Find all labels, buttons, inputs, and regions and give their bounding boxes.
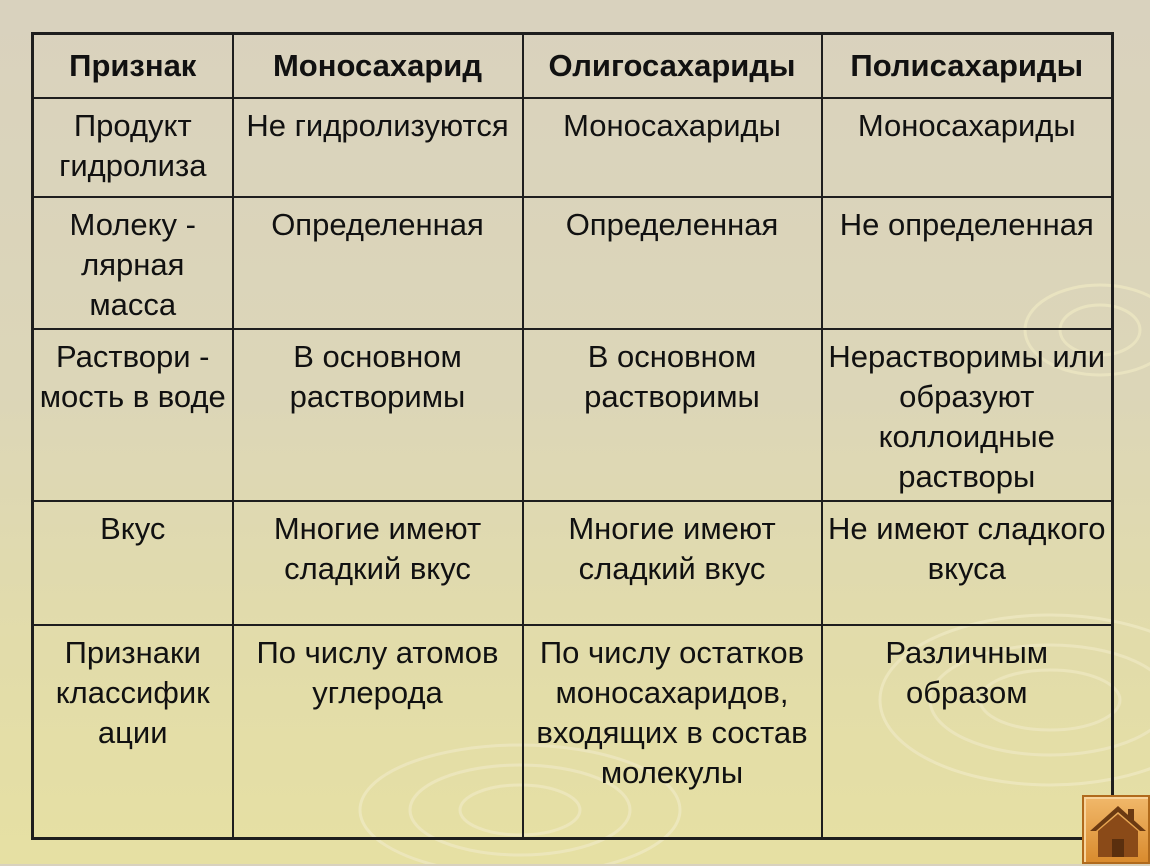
table-cell <box>822 98 1113 197</box>
table-cell <box>523 197 822 329</box>
table-cell <box>233 329 523 501</box>
table-cell <box>822 625 1113 839</box>
cell-text: Моносахариды <box>857 107 1076 143</box>
cell-text: Не имеют сладкого вкуса <box>828 510 1106 586</box>
cell-text: Молеку - лярная масса <box>69 206 196 322</box>
cell-text: В основном растворимы <box>584 338 760 414</box>
table-cell <box>33 329 233 501</box>
table-row <box>33 501 1113 625</box>
header-cell-monosaccharide: Моносахарид <box>233 34 523 98</box>
cell-text: Вкус <box>100 510 166 546</box>
table-row <box>33 98 1113 197</box>
table-header-row <box>33 34 1113 98</box>
cell-text: Не определенная <box>839 206 1094 242</box>
header-cell-feature: Признак <box>33 34 233 98</box>
table-cell <box>33 625 233 839</box>
cell-text: Признаки классифик ации <box>55 634 210 750</box>
table-cell <box>523 501 822 625</box>
table-cell <box>233 501 523 625</box>
cell-text: В основном растворимы <box>289 338 466 414</box>
cell-text: Нерастворимы или образуют коллоидные растворы <box>828 338 1106 494</box>
table-cell <box>822 501 1113 625</box>
home-icon <box>1084 797 1150 866</box>
cell-text: По числу атомов углерода <box>256 634 499 710</box>
table-cell <box>233 625 523 839</box>
cell-text: Продукт гидролиза <box>59 107 207 183</box>
table-cell <box>233 98 523 197</box>
cell-text: Определенная <box>271 206 484 242</box>
home-button[interactable] <box>1082 795 1150 864</box>
table-cell <box>822 329 1113 501</box>
table-cell <box>523 98 822 197</box>
cell-text: Различным образом <box>885 634 1049 710</box>
carbohydrate-comparison-table <box>31 32 1114 840</box>
table-cell <box>33 197 233 329</box>
table-cell <box>233 197 523 329</box>
header-cell-polysaccharides: Полисахариды <box>822 34 1113 98</box>
cell-text: Не гидролизуются <box>246 107 509 143</box>
cell-text: Определенная <box>565 206 779 242</box>
table-row <box>33 329 1113 501</box>
table-row <box>33 625 1113 839</box>
table-cell <box>33 98 233 197</box>
table-row <box>33 197 1113 329</box>
header-cell-oligosaccharides: Олигосахариды <box>523 34 822 98</box>
cell-text: Моносахариды <box>563 107 781 143</box>
table-cell <box>523 625 822 839</box>
cell-text: Раствори - мость в воде <box>39 338 226 414</box>
cell-text: По числу остатков моносахаридов, входящих в состав молекулы <box>536 634 808 790</box>
table-cell <box>523 329 822 501</box>
table-cell <box>822 197 1113 329</box>
cell-text: Многие имеют сладкий вкус <box>568 510 776 586</box>
cell-text: Многие имеют сладкий вкус <box>273 510 482 586</box>
table-cell <box>33 501 233 625</box>
